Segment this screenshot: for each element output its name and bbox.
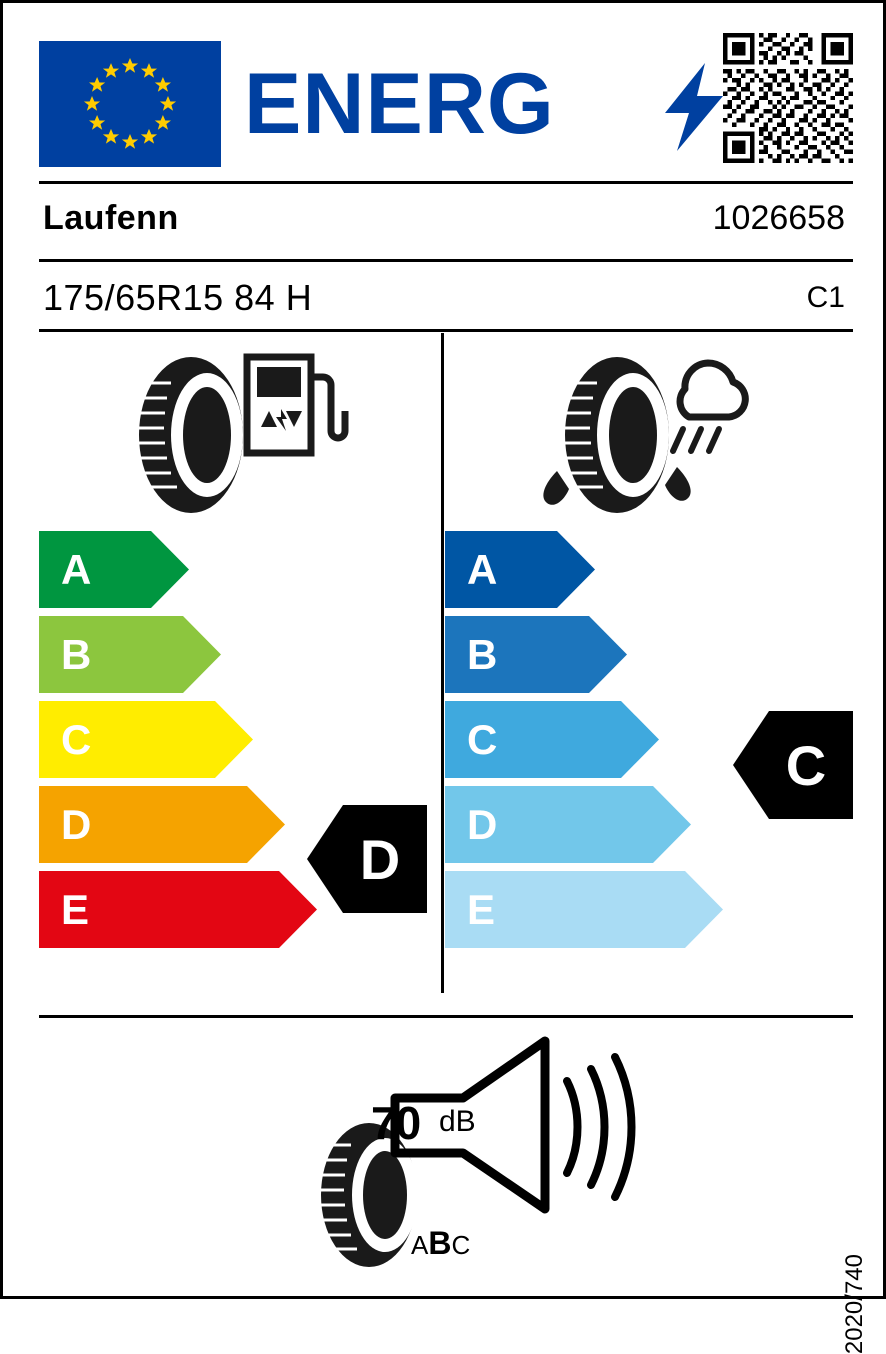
noise-class-scale [411,1225,470,1262]
tire-icon [138,357,243,513]
lightning-bolt-icon [659,63,729,151]
grade-letter-a: A [467,545,498,593]
wet-grade-scale [445,531,723,956]
fuel-efficiency-pictogram [129,343,339,518]
tire-splash-icon [543,357,690,513]
tire-class: C1 [806,281,845,314]
grade-row [39,531,317,608]
wet-result-arrow [733,711,853,819]
grade-row [445,531,723,608]
rain-cloud-icon [673,363,745,451]
fuel-result-arrow [307,805,427,913]
grade-row [39,786,317,863]
speaker-icon [395,1041,632,1209]
noise-class-b-active: B [428,1225,452,1261]
eu-stars [39,41,221,167]
grade-letter-e: E [467,885,496,933]
page-title: ENERG [244,56,555,152]
grade-row [39,701,317,778]
grade-row [445,616,723,693]
noise-value: 70 [371,1097,421,1149]
wet-grip-panel [445,333,853,993]
fuel-efficiency-panel [39,333,439,993]
fuel-grade-scale [39,531,317,956]
noise-class-a: A [411,1230,429,1260]
fuel-result-letter: D [359,827,401,891]
grade-row [39,871,317,948]
tire-size: 175/65R15 84 H [43,277,313,318]
brand-name: Laufenn [43,199,179,237]
noise-class-c: C [451,1230,471,1260]
model-code: 1026658 [712,199,845,237]
grade-row [445,871,723,948]
divider-noise [39,1015,853,1018]
divider-size [39,329,853,332]
grade-letter-d: D [61,800,92,848]
grade-letter-d: D [467,800,498,848]
regulation-year: 2020/740 [841,1254,868,1354]
noise-unit: dB [439,1105,476,1138]
grade-letter-b: B [467,630,498,678]
divider-brand [39,259,853,262]
grade-letter-b: B [61,630,92,678]
grade-row [39,616,317,693]
qr-code-icon [723,33,853,163]
divider-top [39,181,853,184]
eu-flag-icon [39,41,221,167]
divider-center [441,333,444,993]
label-header [39,33,853,173]
wet-grip-pictogram [535,343,755,518]
fuel-pump-icon [247,357,345,453]
grade-letter-c: C [467,715,498,763]
grade-letter-c: C [61,715,92,763]
grade-letter-a: A [61,545,92,593]
wet-result-letter: C [785,733,827,797]
grade-row [445,786,723,863]
grade-letter-e: E [61,885,90,933]
grade-row [445,701,723,778]
